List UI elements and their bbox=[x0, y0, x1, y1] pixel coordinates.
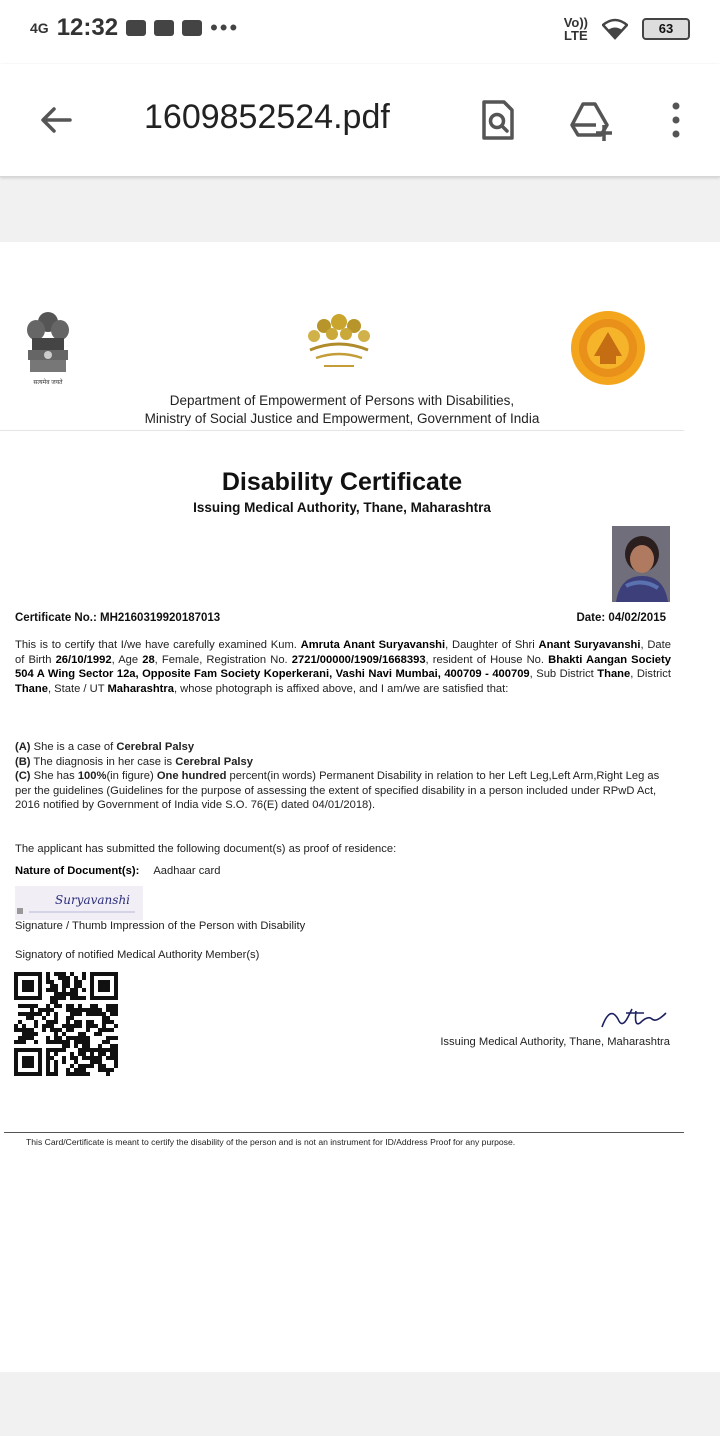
certificate-title: Disability Certificate bbox=[221, 468, 463, 496]
notification-icon bbox=[126, 20, 146, 36]
national-emblem-icon bbox=[24, 308, 72, 386]
certificate-number: Certificate No.: MH2160319920187013 bbox=[15, 612, 221, 624]
add-to-drive-icon[interactable] bbox=[568, 98, 612, 142]
pdf-page[interactable] bbox=[0, 242, 720, 1372]
clock: 12:32 bbox=[56, 14, 119, 41]
signature-caption: Signature / Thumb Impression of the Person with Disability bbox=[15, 920, 306, 932]
footnote: This Card/Certificate is meant to certify the disability of the person and is not an instrument for ID/Address Proof for any purpose. bbox=[26, 1137, 516, 1147]
sugamya-logo-icon bbox=[302, 306, 376, 374]
more-notifications-icon: ••• bbox=[210, 15, 240, 40]
issuing-authority-caption: Issuing Medical Authority, Thane, Maharashtra bbox=[440, 1036, 670, 1048]
certificate-subtitle: Issuing Medical Authority, Thane, Maharashtra bbox=[193, 500, 491, 515]
applicant-photo bbox=[612, 526, 670, 602]
mail-icon bbox=[154, 20, 174, 36]
youtube-icon bbox=[182, 20, 202, 36]
nature-of-document: Nature of Document(s): Aadhaar card bbox=[15, 865, 221, 877]
signatory-label: Signatory of notified Medical Authority Member(s) bbox=[15, 949, 260, 961]
header-divider bbox=[0, 430, 684, 431]
svg-text:Suryavanshi: Suryavanshi bbox=[55, 893, 131, 907]
back-arrow-icon[interactable] bbox=[36, 100, 76, 140]
battery-indicator: 63 bbox=[642, 18, 690, 40]
disability-details: (A) She is a case of Cerebral Palsy (B) The diagnosis in her case is Cerebral Palsy (C) She has 100%(in figure) One hundred percent(in words) Permanent Disability in relation to her Left Leg,Left Arm,Right Leg as per the guidelines (Guidelines for the purpose of assessing the extent of specified disability in a person included under RPwD Act, 2016 notified by Government of India vide S.O. 76(E) dated 04/01/2018). bbox=[15, 741, 660, 812]
file-title: 1609852524.pdf bbox=[144, 98, 390, 136]
certificate-date: Date: 04/02/2015 bbox=[576, 612, 666, 624]
authority-signature-icon bbox=[596, 999, 668, 1033]
volte-indicator: Vo)) LTE bbox=[563, 15, 588, 43]
proof-of-residence-text: The applicant has submitted the following document(s) as proof of residence: bbox=[15, 843, 397, 855]
emblem-caption: सत्यमेव जयते bbox=[33, 380, 63, 386]
footer-divider bbox=[4, 1132, 684, 1133]
department-heading: Department of Empowerment of Persons with Disabilities, Ministry of Social Justice and Empowerment, Government of India bbox=[144, 393, 540, 426]
certification-paragraph: This is to certify that I/we have carefully examined Kum. Amruta Anant Suryavanshi, Daughter of Shri Anant Suryavanshi, Date of Birth 26/10/1992, Age 28, Female, Registration No. 2721/00000/1909/1668393, resident of House No. Bhakti Aangan Society 504 A Wing Sector 12a, Opposite Fam Society Koperkerani, Vashi Navi Mumbai, 400709 - 400709, Sub District Thane, District Thane, State / UT Maharashtra, whose photograph is affixed above, and I am/we are satisfied that: bbox=[15, 639, 671, 695]
maharashtra-seal-icon bbox=[570, 310, 646, 386]
network-indicator: 4G bbox=[30, 20, 49, 36]
status-bar bbox=[0, 0, 720, 64]
more-vert-icon[interactable] bbox=[654, 98, 698, 142]
applicant-signature-image bbox=[15, 886, 143, 920]
find-in-page-icon[interactable] bbox=[476, 98, 520, 142]
wifi-icon bbox=[602, 18, 628, 40]
qr-code bbox=[14, 972, 118, 1076]
app-bar bbox=[0, 64, 720, 177]
